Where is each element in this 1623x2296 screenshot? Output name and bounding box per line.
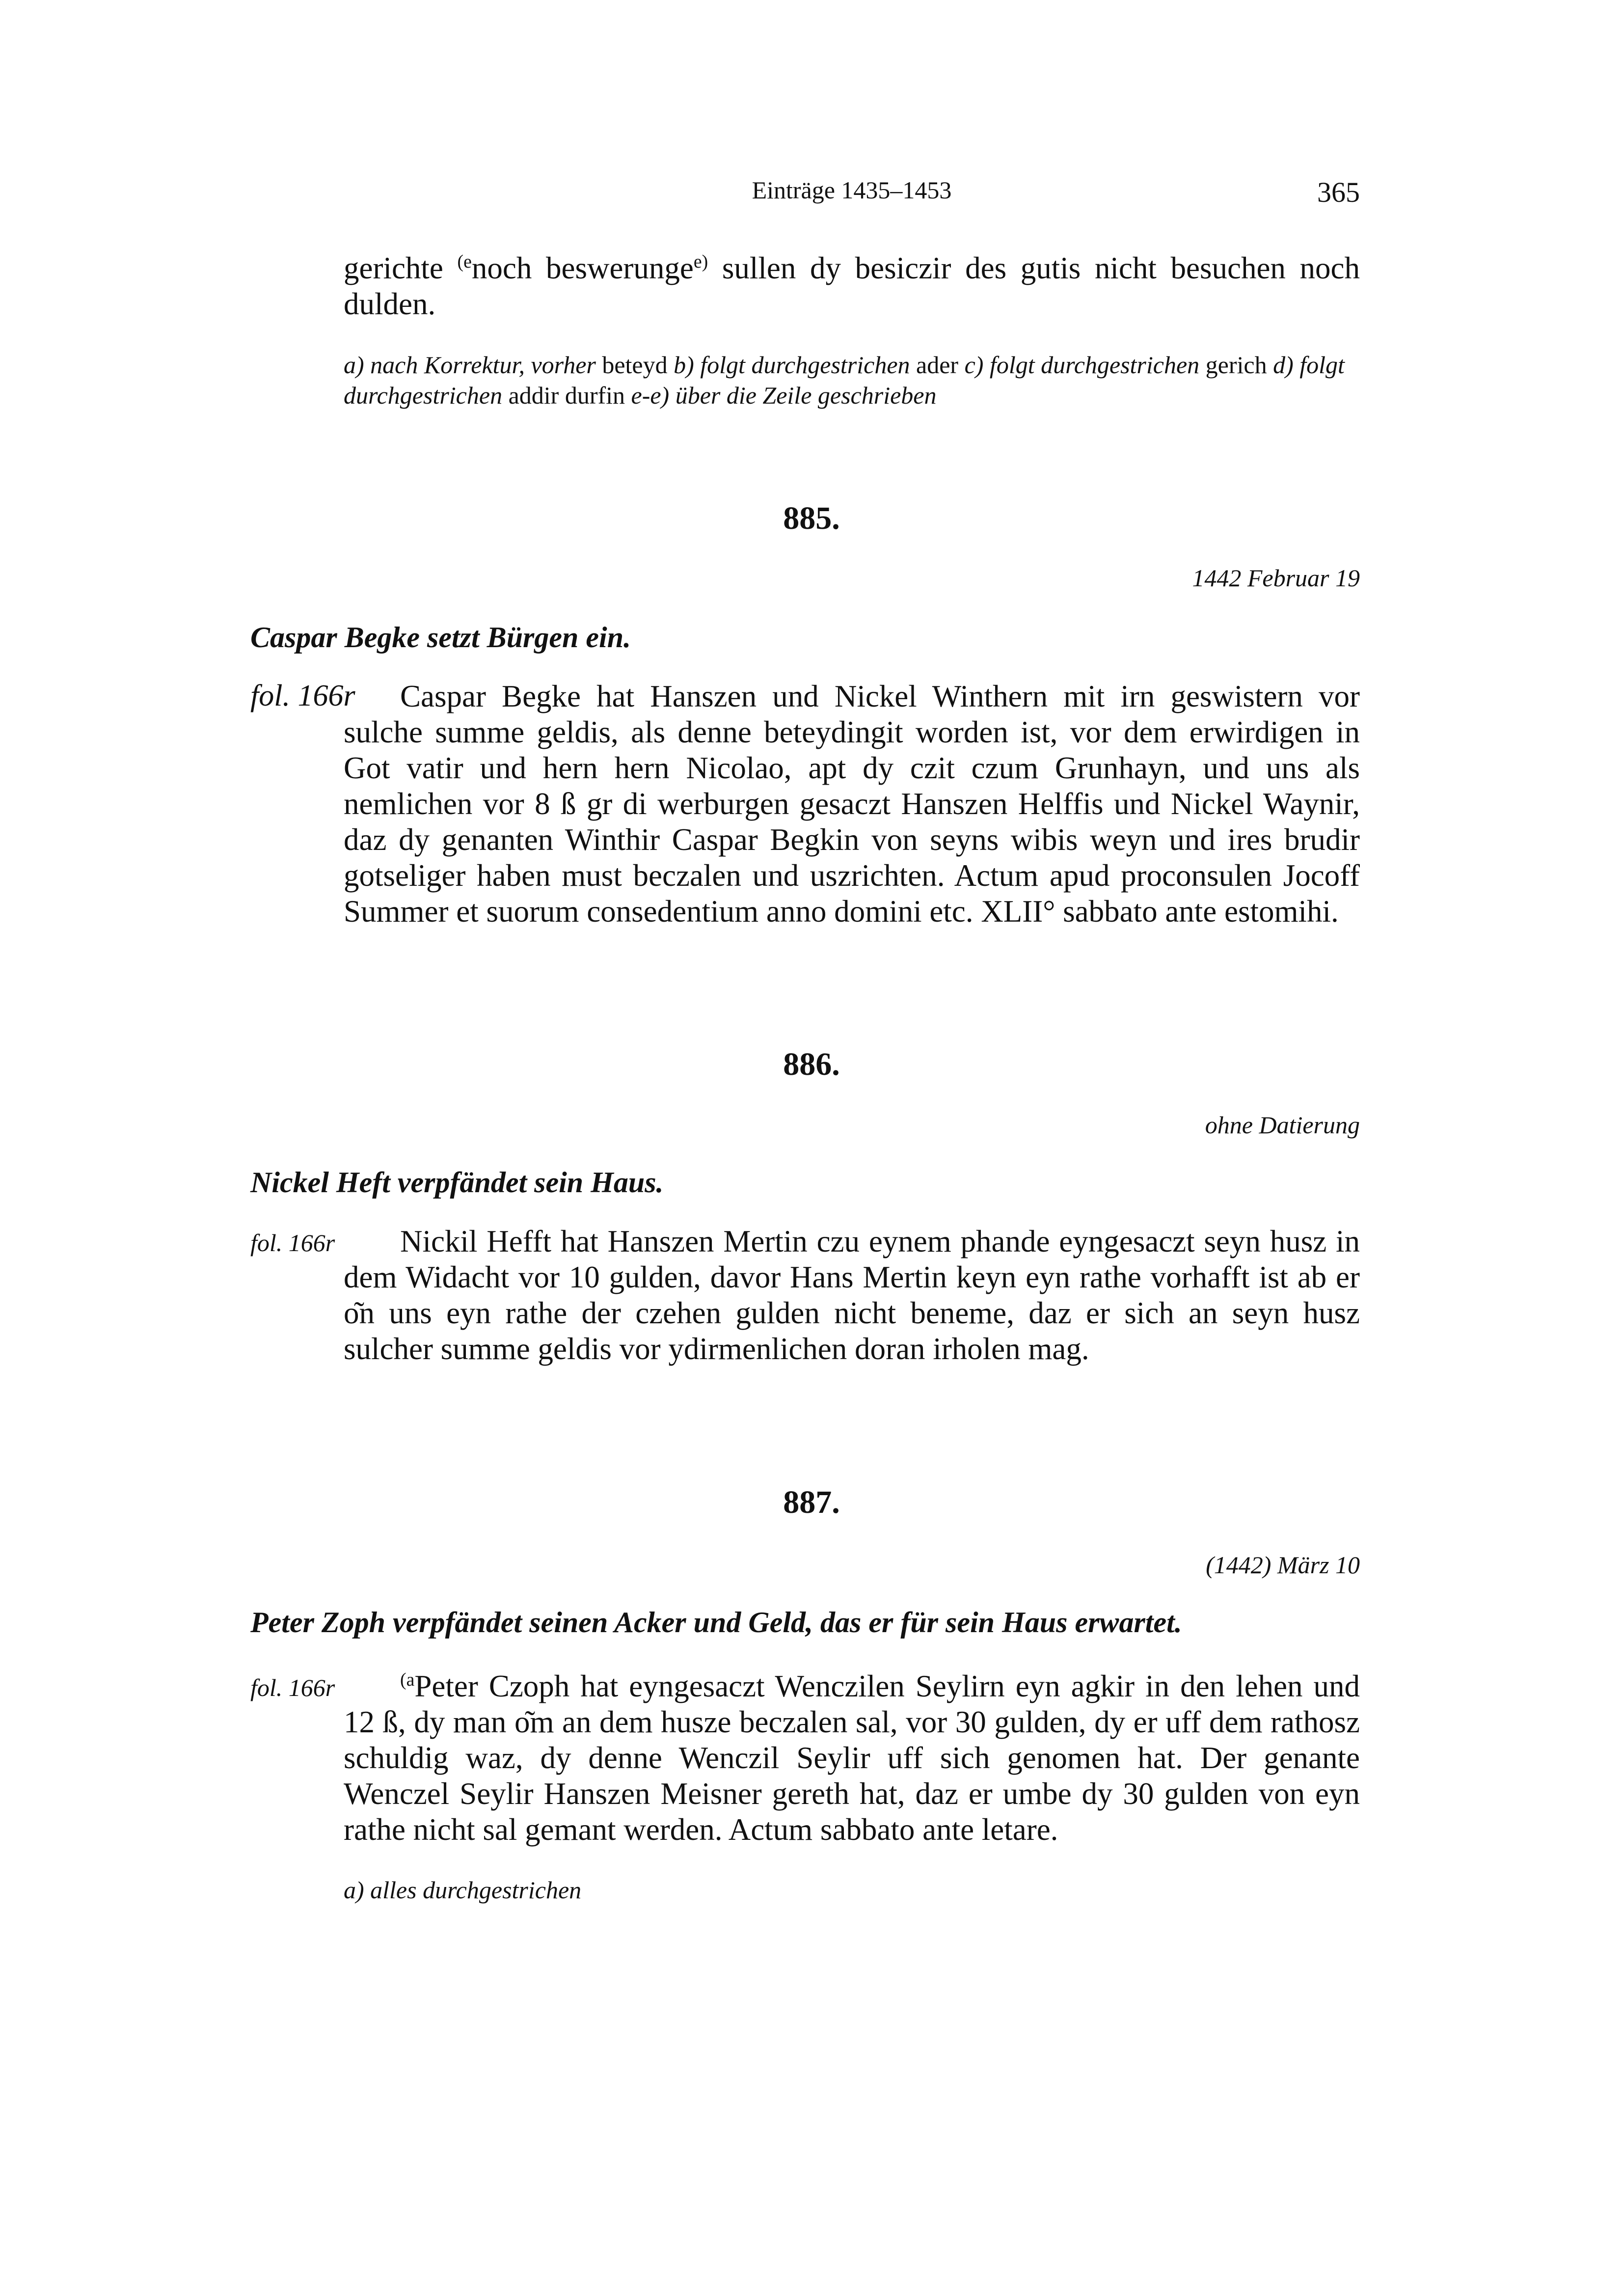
- continuation-text: gerichte $^{(e}$noch beswerunge$^{e)}$ sullen dy besiczir des gutis nicht besuchen noch dulden.: [344, 251, 1360, 321]
- entry-note: a) alles durchgestrichen: [344, 1876, 582, 1904]
- folio-reference: fol. 166r: [250, 1674, 335, 1701]
- entry-number: 886.: [783, 1046, 840, 1082]
- entry-body: $^{(a}$Peter Czoph hat eyngesaczt Wenczilen Seylirn eyn agkir in den lehen und 12 ß, dy man o͂m an dem husze beczalen sal, vor 30 gulden, dy er uff dem rathosz schuldig waz, dy denne Wenczil Seylir uff sich genomen hat. Der genante Wenczel Seylir Hanszen Meisner gereth hat, daz er umbe dy 30 gulden von eyn rathe nicht sal gemant werden. Actum sabbato ante letare.: [344, 1669, 1360, 1847]
- entry-date: ohne Datierung: [1205, 1111, 1360, 1139]
- entry-title: Nickel Heft verpfändet sein Haus.: [250, 1166, 664, 1199]
- running-title: Einträge 1435–1453: [752, 176, 952, 204]
- entry-date: 1442 Februar 19: [1192, 564, 1360, 592]
- entry-title: Caspar Begke setzt Bürgen ein.: [250, 621, 631, 654]
- entry-date: (1442) März 10: [1206, 1551, 1360, 1579]
- folio-reference: fol. 166r: [250, 679, 355, 712]
- entry-body: Caspar Begke hat Hanszen und Nickel Winthern mit irn geswistern vor sulche summe geldis, als denne beteydingit worden ist, vor dem erwirdigen in Got vatir und hern hern Nicolao, apt dy czit czum Grunhayn, und uns als nemlichen vor 8 ß gr di werburgen gesaczt Hanszen Helffis und Nickel Waynir, daz dy genanten Winthir Caspar Begkin von seyns wibis weyn und ires brudir gotseliger haben must beczalen und uszrichten. Actum apud proconsulen Jocoff Summer et suorum consedentium anno domini etc. XLII° sabbato ante estomihi.: [344, 679, 1360, 929]
- folio-reference: fol. 166r: [250, 1229, 335, 1257]
- entry-body: Nickil Hefft hat Hanszen Mertin czu eynem phande eyngesaczt seyn husz in dem Widacht vor 10 gulden, davor Hans Mertin keyn eyn rathe vorhafft ist ab er o͂n uns eyn rathe der czehen gulden nicht beneme, daz er sich an seyn husz sulcher summe geldis vor ydirmenlichen doran irholen mag.: [344, 1224, 1360, 1366]
- entry-title: Peter Zoph verpfändet seinen Acker und Geld, das er für sein Haus erwartet.: [250, 1606, 1182, 1639]
- entry-number: 885.: [783, 500, 840, 536]
- continuation-notes: a) nach Korrektur, vorher beteyd b) folgt durchgestrichen ader c) folgt durchgestrichen gerich d) folgt durchgestrichen addir durfin e-e) über die Zeile geschrieben: [344, 351, 1345, 409]
- entry-number: 887.: [783, 1484, 840, 1520]
- page-number: 365: [1317, 176, 1360, 208]
- page-header: [344, 176, 1360, 215]
- note-marker: (a: [400, 1669, 415, 1690]
